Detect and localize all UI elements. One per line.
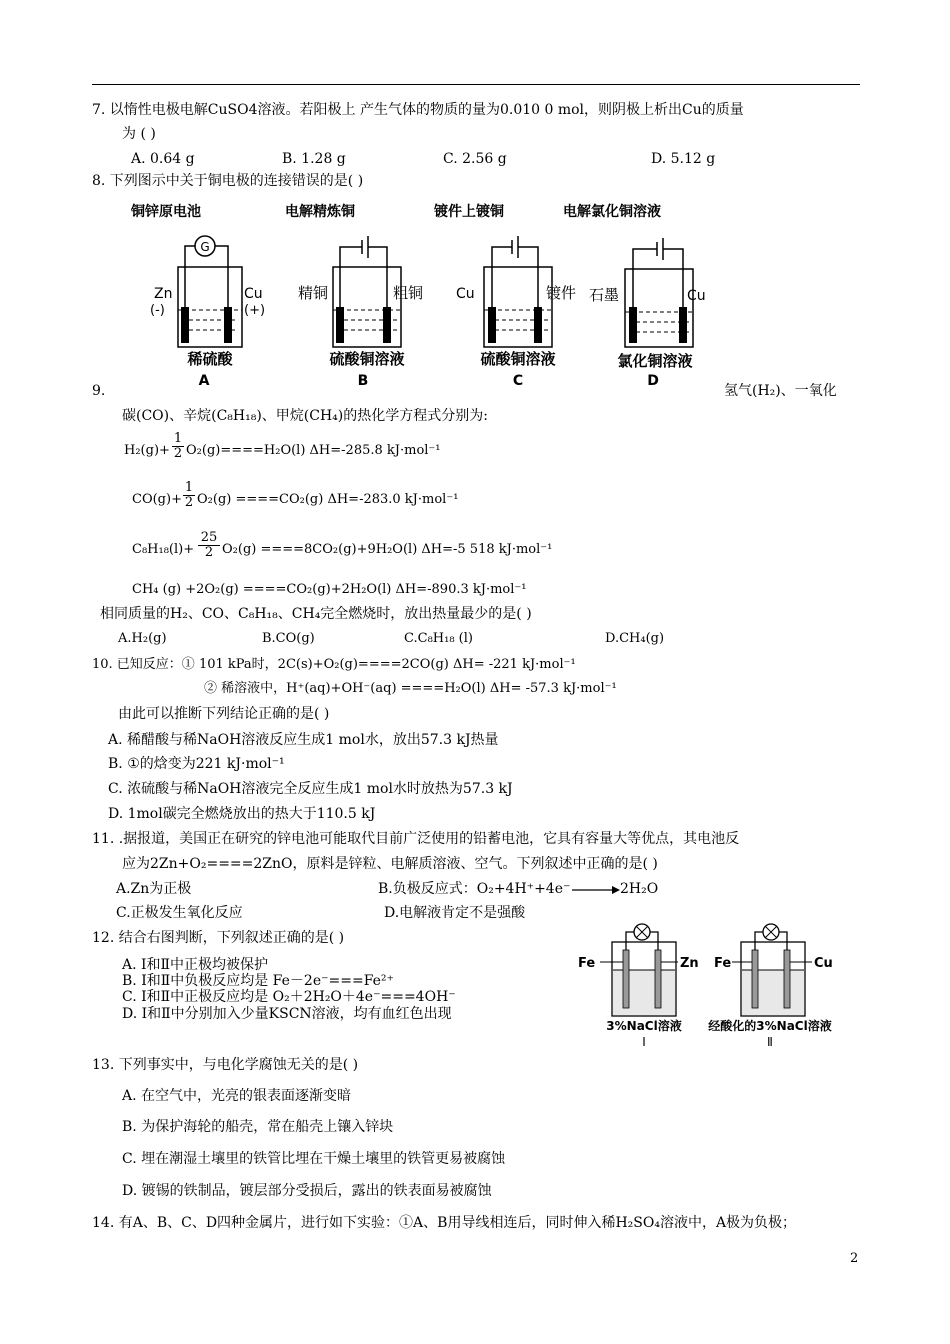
svg-text:硫酸铜溶液: 硫酸铜溶液 bbox=[329, 350, 405, 368]
svg-text:Ⅱ: Ⅱ bbox=[767, 1035, 773, 1049]
q8-header-d: 电解氯化铜溶液 bbox=[563, 204, 661, 220]
q9-option-b: B.CO(g) bbox=[262, 631, 315, 646]
svg-text:A: A bbox=[198, 373, 210, 388]
q12-option-c: C. Ⅰ和Ⅱ中正极反应均是 O₂＋2H₂O＋4e⁻===4OH⁻ bbox=[122, 989, 456, 1005]
q7-stem: 7. 以惰性电极电解CuSO4溶液。若阳极上 产生气体的物质的量为0.010 0 mol，则阴极上析出Cu的质量 bbox=[92, 102, 744, 118]
diagram-d bbox=[589, 238, 706, 388]
header-rule bbox=[92, 84, 860, 85]
q9-eq3-left: C₈H₁₈(l)+ bbox=[132, 542, 195, 557]
q9-option-d: D.CH₄(g) bbox=[605, 631, 665, 646]
svg-text:粗铜: 粗铜 bbox=[393, 284, 424, 302]
cell-one bbox=[578, 924, 699, 1049]
q12-option-b: B. Ⅰ和Ⅱ中负极反应均是 Fe－2e⁻===Fe²⁺ bbox=[122, 973, 394, 989]
arrow-icon bbox=[572, 884, 620, 896]
q9-eq2-fraction: $\frac{1}{2}$ bbox=[184, 480, 194, 510]
q7-stem-cont: 为 ( ) bbox=[122, 126, 156, 142]
svg-text:Fe: Fe bbox=[578, 956, 596, 971]
q9-eq2-right: O₂(g) ====CO₂(g) ΔH=-283.0 kJ·mol⁻¹ bbox=[197, 492, 459, 507]
svg-text:氯化铜溶液: 氯化铜溶液 bbox=[617, 352, 693, 370]
diagram-b bbox=[298, 236, 423, 388]
q11-option-a: A.Zn为正极 bbox=[116, 881, 192, 897]
q11-stem: 11. .据报道，美国正在研究的锌电池可能取代目前广泛使用的铅蓄电池，它具有容量大等优点，其电池反 bbox=[92, 831, 740, 847]
q9-eq4: CH₄ (g) +2O₂(g) ====CO₂(g)+2H₂O(l) ΔH=-890.3 kJ·mol⁻¹ bbox=[132, 582, 527, 597]
q9-option-a: A.H₂(g) bbox=[118, 631, 167, 646]
cell-two bbox=[708, 924, 833, 1049]
diagram-a bbox=[150, 236, 265, 388]
q12-stem: 12. 结合右图判断，下列叙述正确的是( ) bbox=[92, 930, 345, 946]
q9-question: 相同质量的H₂、CO、C₈H₁₈、CH₄完全燃烧时，放出热量最少的是( ) bbox=[100, 606, 532, 622]
page-number: 2 bbox=[850, 1251, 859, 1266]
q10-stem-2: ② 稀溶液中，H⁺(aq)+OH⁻(aq) ====H₂O(l) ΔH= -57.3 kJ·mol⁻¹ bbox=[204, 681, 617, 696]
q11-option-b: B.负极反应式：O₂+4H⁺+4e⁻ bbox=[378, 881, 571, 897]
svg-text:Cu: Cu bbox=[687, 288, 706, 304]
svg-text:3%NaCl溶液: 3%NaCl溶液 bbox=[606, 1019, 682, 1033]
svg-text:Ⅰ: Ⅰ bbox=[642, 1035, 646, 1049]
q9-eq1-fraction: $\frac{1}{2}$ bbox=[173, 431, 183, 461]
q7-option-c: C. 2.56 g bbox=[443, 151, 507, 167]
q10-option-c: C. 浓硫酸与稀NaOH溶液完全反应生成1 mol水时放热为57.3 kJ bbox=[108, 781, 513, 797]
q13-option-c: C. 埋在潮湿土壤里的铁管比埋在干燥土壤里的铁管更易被腐蚀 bbox=[122, 1151, 506, 1167]
svg-text:(-): (-) bbox=[150, 303, 165, 318]
q8-diagrams bbox=[140, 232, 730, 388]
svg-text:石墨: 石墨 bbox=[589, 286, 620, 304]
q13-stem: 13. 下列事实中，与电化学腐蚀无关的是( ) bbox=[92, 1057, 359, 1073]
q11-stem-cont: 应为2Zn+O₂====2ZnO，原料是锌粒、电解质溶液、空气。下列叙述中正确的是( ) bbox=[122, 856, 658, 872]
q11-option-c: C.正极发生氧化反应 bbox=[116, 905, 243, 921]
svg-text:G: G bbox=[200, 240, 210, 254]
q12-figure bbox=[574, 920, 844, 1050]
q14-stem: 14. 有A、B、C、D四种金属片，进行如下实验：①A、B用导线相连后，同时伸入稀H₂SO₄溶液中，A极为负极； bbox=[92, 1215, 797, 1231]
svg-text:Cu: Cu bbox=[456, 286, 475, 302]
q9-stem-tail: 氢气(H₂)、一氧化 bbox=[724, 383, 837, 399]
svg-text:稀硫酸: 稀硫酸 bbox=[187, 350, 233, 368]
q9-eq3-right: O₂(g) ====8CO₂(g)+9H₂O(l) ΔH=-5 518 kJ·mol⁻¹ bbox=[222, 542, 553, 557]
q9-eq2-left: CO(g)+ bbox=[132, 492, 182, 507]
q8-header-b: 电解精炼铜 bbox=[285, 204, 355, 220]
q12-option-a: A. Ⅰ和Ⅱ中正极均被保护 bbox=[122, 957, 269, 973]
svg-text:镀件: 镀件 bbox=[546, 284, 577, 302]
svg-text:Cu: Cu bbox=[244, 286, 263, 302]
svg-text:经酸化的3%NaCl溶液: 经酸化的3%NaCl溶液 bbox=[708, 1019, 832, 1033]
q9-eq1-right: O₂(g)====H₂O(l) ΔH=-285.8 kJ·mol⁻¹ bbox=[186, 443, 441, 458]
svg-text:精铜: 精铜 bbox=[298, 284, 329, 302]
q12-option-d: D. Ⅰ和Ⅱ中分别加入少量KSCN溶液，均有血红色出现 bbox=[122, 1006, 452, 1022]
q10-option-a: A. 稀醋酸与稀NaOH溶液反应生成1 mol水，放出57.3 kJ热量 bbox=[108, 732, 499, 748]
q9-option-c: C.C₈H₁₈ (l) bbox=[404, 631, 473, 646]
svg-text:Cu: Cu bbox=[814, 956, 833, 971]
q11-option-b-product: 2H₂O bbox=[620, 881, 659, 897]
q8-header-c: 镀件上镀铜 bbox=[434, 204, 504, 220]
svg-text:Fe: Fe bbox=[714, 956, 732, 971]
q9-stem-cont: 碳(CO)、辛烷(C₈H₁₈)、甲烷(CH₄)的热化学方程式分别为: bbox=[122, 408, 488, 424]
svg-text:硫酸铜溶液: 硫酸铜溶液 bbox=[480, 350, 556, 368]
q7-option-a: A. 0.64 g bbox=[131, 151, 195, 167]
q9-eq3-fraction: $\frac{25}{2}$ bbox=[198, 531, 220, 560]
q13-option-d: D. 镀锡的铁制品，镀层部分受损后，露出的铁表面易被腐蚀 bbox=[122, 1183, 492, 1199]
q9-eq1-left: H₂(g)+ bbox=[124, 443, 170, 458]
q10-option-b: B. ①的焓变为221 kJ·mol⁻¹ bbox=[108, 756, 285, 772]
svg-text:D: D bbox=[647, 373, 659, 388]
svg-text:Zn: Zn bbox=[154, 286, 173, 302]
svg-text:Zn: Zn bbox=[680, 956, 699, 971]
diagram-c bbox=[456, 236, 576, 388]
q7-option-d: D. 5.12 g bbox=[651, 151, 716, 167]
svg-text:(+): (+) bbox=[244, 303, 266, 318]
q8-header-a: 铜锌原电池 bbox=[131, 204, 201, 220]
q10-option-d: D. 1mol碳完全燃烧放出的热大于110.5 kJ bbox=[108, 806, 376, 822]
q10-stem: 10. 已知反应：① 101 kPa时，2C(s)+O₂(g)====2CO(g) ΔH= -221 kJ·mol⁻¹ bbox=[92, 657, 576, 672]
q10-stem-3: 由此可以推断下列结论正确的是( ) bbox=[118, 706, 330, 722]
q13-option-b: B. 为保护海轮的船壳，常在船壳上镶入锌块 bbox=[122, 1119, 394, 1135]
q9-number: 9. bbox=[92, 383, 106, 399]
q7-option-b: B. 1.28 g bbox=[282, 151, 346, 167]
q11-option-d: D.电解液肯定不是强酸 bbox=[384, 905, 526, 921]
svg-text:C: C bbox=[512, 373, 524, 388]
q13-option-a: A. 在空气中，光亮的银表面逐渐变暗 bbox=[122, 1088, 352, 1104]
q8-stem: 8. 下列图示中关于铜电极的连接错误的是( ) bbox=[92, 173, 364, 189]
svg-text:B: B bbox=[357, 373, 369, 388]
